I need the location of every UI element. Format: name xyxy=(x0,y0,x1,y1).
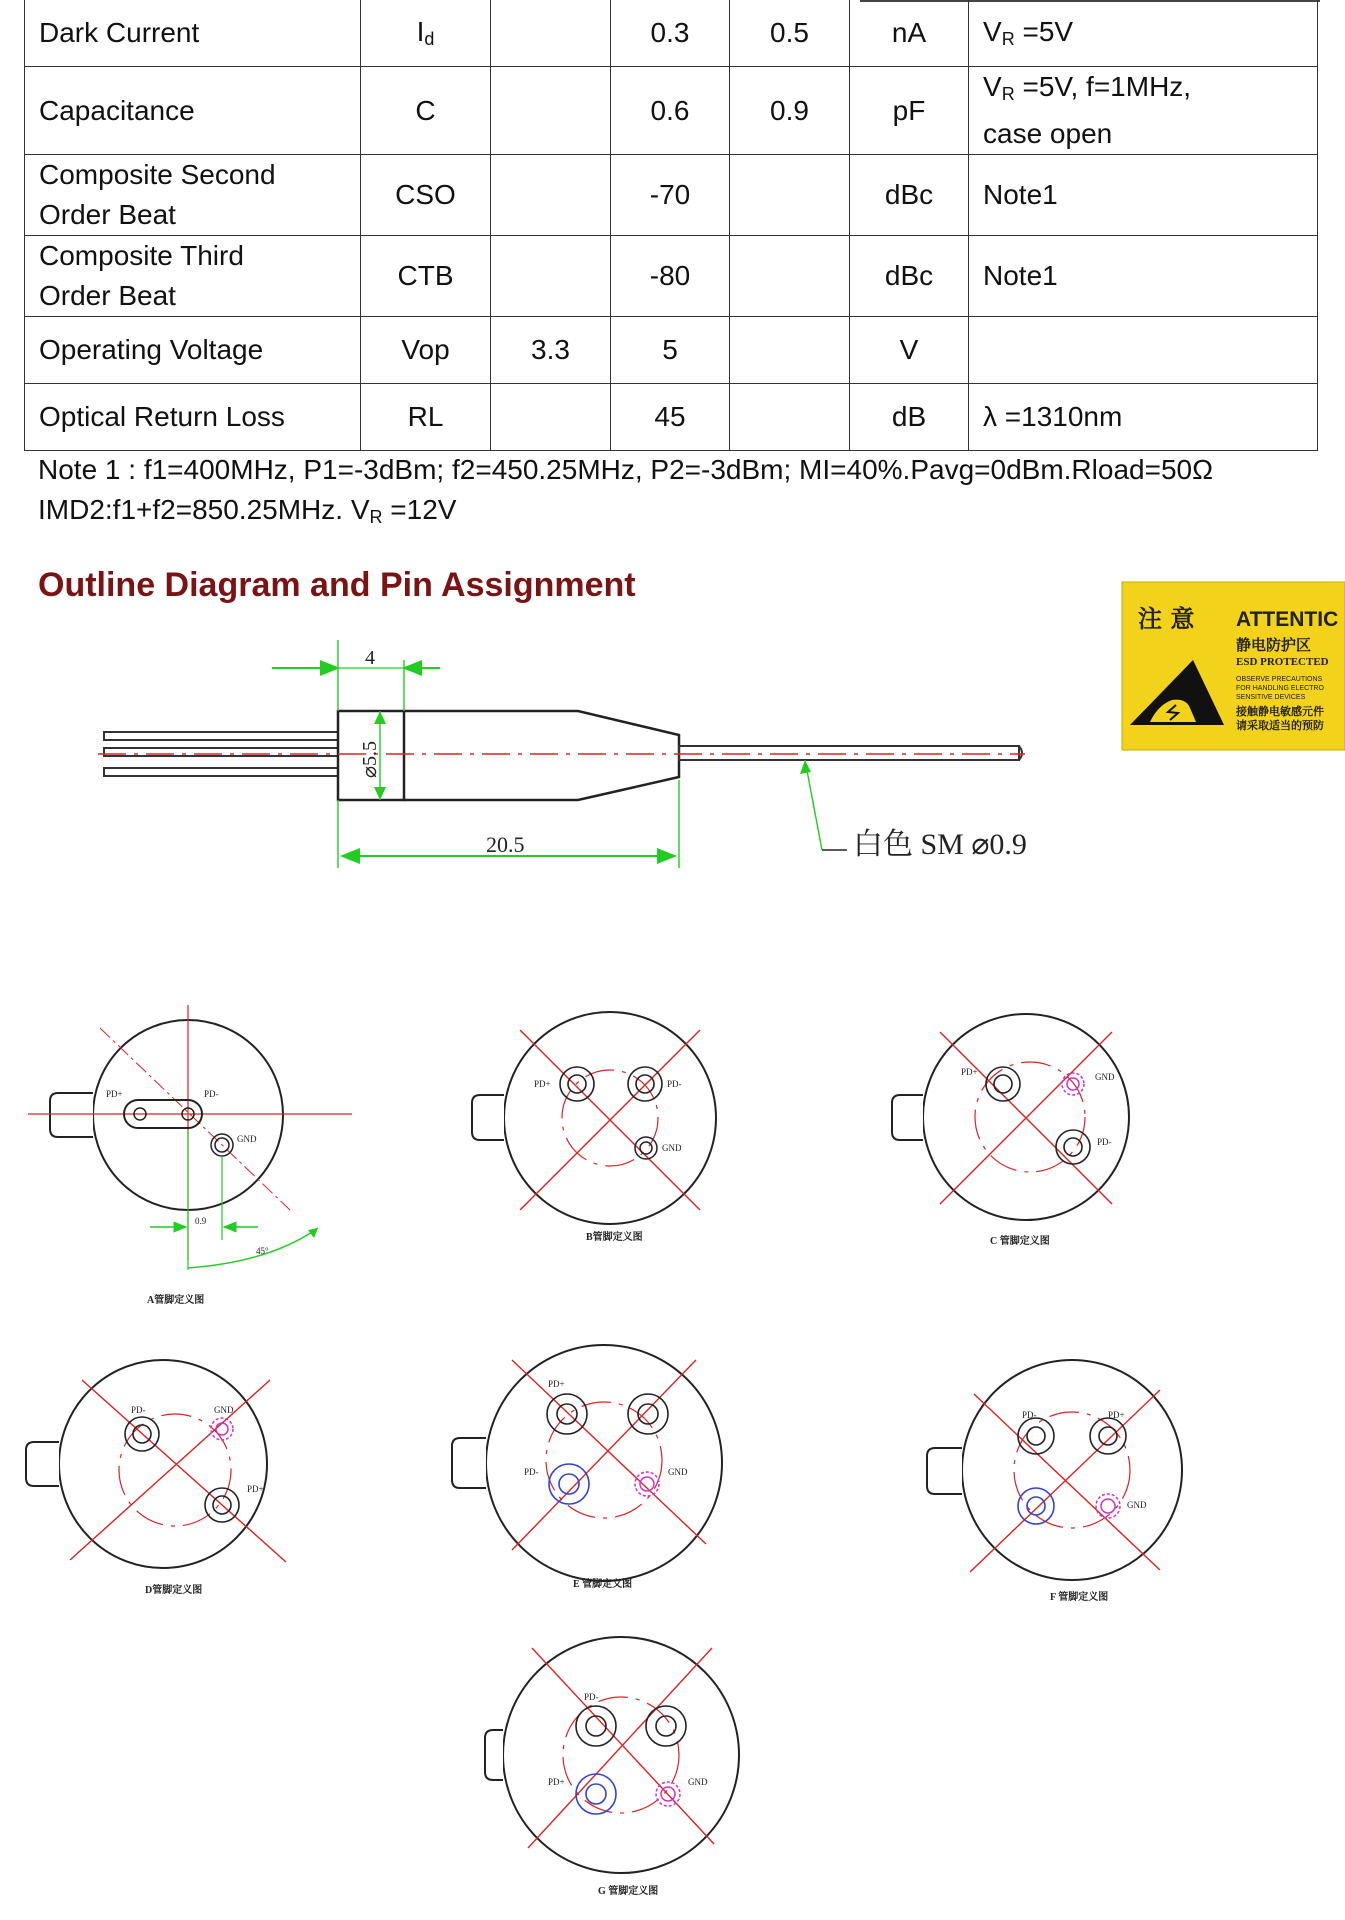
symbol-cell: Vop xyxy=(361,317,491,384)
pin-label-pd-minus: PD- xyxy=(1097,1137,1112,1147)
pin-label-gnd: GND xyxy=(237,1134,257,1144)
symbol-cell: C xyxy=(361,67,491,155)
pin-label-pd-plus: PD+ xyxy=(1108,1410,1125,1420)
caption-b: B管脚定义图 xyxy=(586,1232,643,1243)
caption-e: E 管脚定义图 xyxy=(573,1579,633,1590)
param-cell: Composite Second Order Beat xyxy=(25,155,361,236)
pin-label-pd-minus: PD- xyxy=(204,1089,219,1099)
caption-d: D管脚定义图 xyxy=(145,1585,203,1596)
typ-cell: 5 xyxy=(611,317,730,384)
pin-a-angle-label: 45° xyxy=(256,1246,269,1256)
condition-cell: $V_R =5V$, f=1MHz, case open xyxy=(969,67,1318,155)
caption-c: C 管脚定义图 xyxy=(990,1236,1050,1247)
pin-label-pd-plus: PD+ xyxy=(534,1079,551,1089)
pin-diagram-b xyxy=(472,1012,716,1243)
esd-en-sub: ESD PROTECTED xyxy=(1236,656,1329,668)
symbol-cell: $I_d$ xyxy=(361,0,491,67)
pin-label-pd-minus: PD- xyxy=(524,1467,539,1477)
pin-diagram-g xyxy=(485,1637,739,1897)
section-title: Outline Diagram and Pin Assignment xyxy=(38,566,636,604)
dim-length-label: 20.5 xyxy=(486,832,525,857)
unit-cell: dB xyxy=(850,384,969,451)
esd-zh-title: 注 意 xyxy=(1138,605,1195,633)
esd-warning-label xyxy=(1122,582,1345,750)
dim-diameter-label: ⌀5.5 xyxy=(359,740,381,778)
pin-label-pd-minus: PD- xyxy=(131,1405,146,1415)
pin-diagram-e xyxy=(452,1345,722,1590)
dim-top-label: 4 xyxy=(365,647,375,669)
pin-diagram-a xyxy=(28,1005,352,1306)
caption-g: G 管脚定义图 xyxy=(598,1886,659,1897)
fiber-label: 白色 SM ⌀0.9 xyxy=(853,828,1027,861)
esd-zh-sub: 静电防护区 xyxy=(1236,636,1312,654)
pin-label-pd-minus: PD- xyxy=(584,1692,599,1702)
max-cell: 0.9 xyxy=(730,67,850,155)
pin-diagram-d xyxy=(26,1360,286,1596)
pin-label-pd-plus: PD+ xyxy=(548,1777,565,1787)
pin-label-gnd: GND xyxy=(1095,1072,1115,1082)
pin-a-dim-label: 0.9 xyxy=(195,1216,207,1226)
param-cell: Optical Return Loss xyxy=(25,384,361,451)
pin-label-gnd: GND xyxy=(662,1143,682,1153)
esd-en-title: ATTENTIC xyxy=(1236,608,1339,631)
param-cell: Composite Third Order Beat xyxy=(25,236,361,317)
unit-cell: dBc xyxy=(850,155,969,236)
outline-diagram xyxy=(98,640,1027,868)
param-cell: Operating Voltage xyxy=(25,317,361,384)
unit-cell: V xyxy=(850,317,969,384)
condition-cell: Note1 xyxy=(969,236,1318,317)
min-cell: 3.3 xyxy=(491,317,611,384)
caption-f: F 管脚定义图 xyxy=(1050,1592,1109,1603)
note-line-1: Note 1 : f1=400MHz, P1=-3dBm; f2=450.25MHz, P2=-3dBm; MI=40%.Pavg=0dBm.Rload=50Ω xyxy=(38,454,1214,485)
pin-diagram-f xyxy=(927,1360,1182,1603)
esd-small-3: SENSITIVE DEVICES xyxy=(1236,694,1306,701)
symbol-cell: RL xyxy=(361,384,491,451)
pin-label-pd-plus: PD+ xyxy=(247,1484,264,1494)
max-cell: 0.5 xyxy=(730,0,850,67)
pin-label-pd-plus: PD+ xyxy=(961,1067,978,1077)
pin-diagram-c xyxy=(892,1014,1129,1247)
param-cell: Dark Current xyxy=(25,0,361,67)
typ-cell: 0.6 xyxy=(611,67,730,155)
unit-cell: nA xyxy=(850,0,969,67)
condition-cell: λ =1310nm xyxy=(969,384,1318,451)
param-cell: Capacitance xyxy=(25,67,361,155)
pin-label-gnd: GND xyxy=(214,1405,234,1415)
unit-cell: dBc xyxy=(850,236,969,317)
pin-label-gnd: GND xyxy=(1127,1500,1147,1510)
typ-cell: 0.3 xyxy=(611,0,730,67)
condition-cell: Note1 xyxy=(969,155,1318,236)
pin-label-pd-minus: PD- xyxy=(667,1079,682,1089)
typ-cell: -70 xyxy=(611,155,730,236)
pin-label-pd-minus: PD- xyxy=(1022,1410,1037,1420)
pin-label-gnd: GND xyxy=(668,1467,688,1477)
pin-label-pd-plus: PD+ xyxy=(548,1379,565,1389)
esd-small-2: FOR HANDLING ELECTRO xyxy=(1236,685,1324,692)
symbol-cell: CSO xyxy=(361,155,491,236)
typ-cell: -80 xyxy=(611,236,730,317)
unit-cell: pF xyxy=(850,67,969,155)
caption-a: A管脚定义图 xyxy=(147,1295,205,1306)
esd-zh-small-2: 请采取适当的预防 xyxy=(1236,719,1324,732)
pin-label-gnd: GND xyxy=(688,1777,708,1787)
esd-small-1: OBSERVE PRECAUTIONS xyxy=(1236,676,1323,683)
typ-cell: 45 xyxy=(611,384,730,451)
condition-cell: $V_R =5V$ xyxy=(969,0,1318,67)
symbol-cell: CTB xyxy=(361,236,491,317)
pin-label-pd-plus: PD+ xyxy=(106,1089,123,1099)
esd-zh-small-1: 接触静电敏感元件 xyxy=(1236,705,1324,718)
note-line-2: IMD2:f1+f2=850.25MHz. $V_R =12V$ xyxy=(38,494,457,527)
